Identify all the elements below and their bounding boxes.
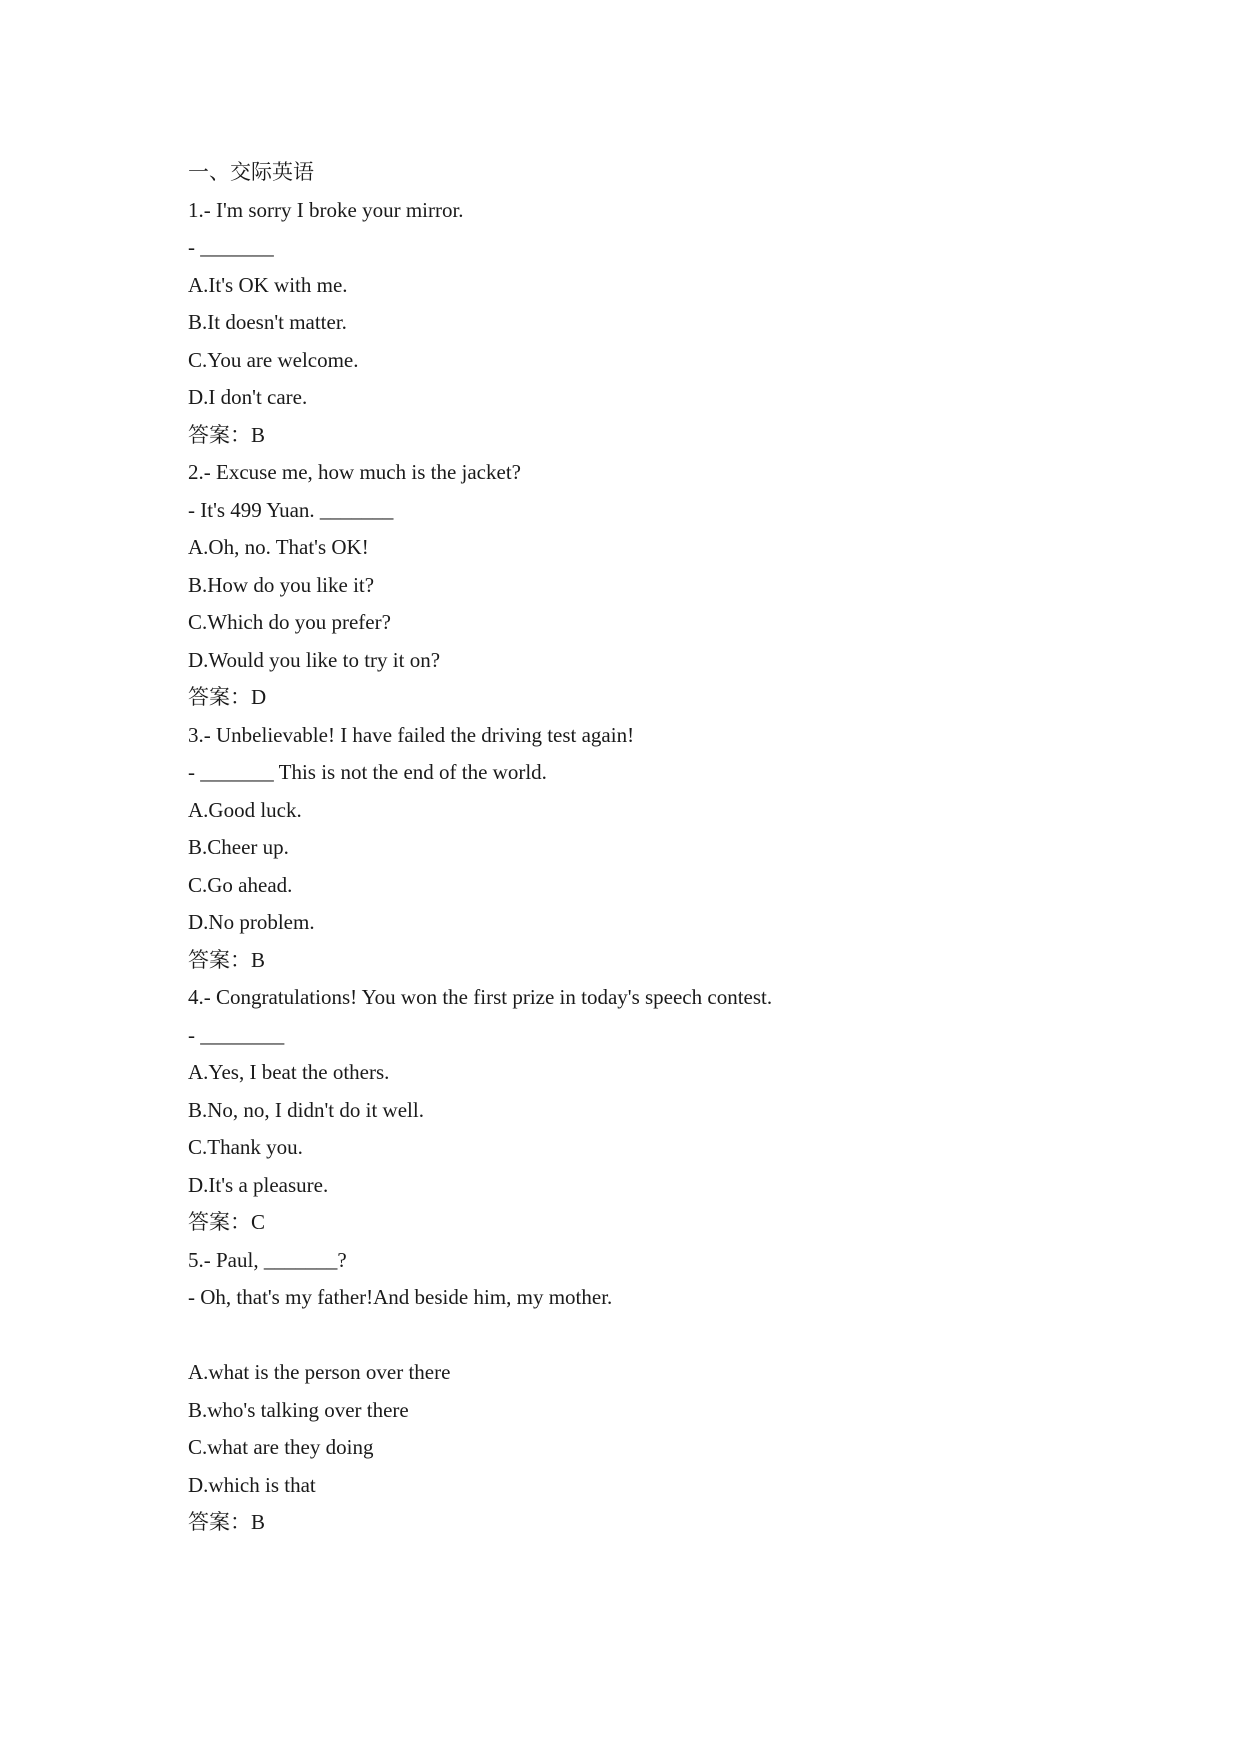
question-stem: 3.- Unbelievable! I have failed the driving test again! (188, 722, 635, 747)
question-stem: 1.- I'm sorry I broke your mirror. (188, 197, 464, 222)
option-d: D.Would you like to try it on? (188, 647, 441, 672)
question-4 (188, 979, 1188, 1242)
option-c: C.You are welcome. (188, 347, 359, 372)
option-c: C.what are they doing (188, 1435, 374, 1459)
option-d: D.It's a pleasure. (188, 1172, 329, 1197)
question-3 (188, 717, 1188, 980)
answer: 答案：D (188, 685, 267, 709)
option-d: D.which is that (188, 1472, 316, 1497)
question-1 (188, 192, 1188, 455)
option-b: B.who's talking over there (188, 1397, 409, 1422)
option-c: C.Which do you prefer? (188, 610, 391, 634)
question-stem: 4.- Congratulations! You won the first prize in today's speech contest. (188, 985, 773, 1009)
question-stem: 5.- Paul, _______? (188, 1247, 347, 1272)
empty-line (188, 1317, 1188, 1355)
option-c: C.Thank you. (188, 1135, 303, 1159)
question-5 (188, 1242, 1188, 1542)
answer: 答案：B (188, 1510, 266, 1534)
option-b: B.It doesn't matter. (188, 310, 347, 334)
question-stem: 2.- Excuse me, how much is the jacket? (188, 460, 521, 484)
answer: 答案：C (188, 1210, 266, 1234)
section-title: 一、交际英语 (188, 160, 314, 184)
option-a: A.Yes, I beat the others. (188, 1060, 390, 1084)
option-b: B.No, no, I didn't do it well. (188, 1097, 424, 1122)
question-reply: - Oh, that's my father!And beside him, my mother. (188, 1285, 613, 1309)
option-a: A.Good luck. (188, 797, 302, 822)
question-2 (188, 454, 1188, 717)
option-b: B.How do you like it? (188, 572, 375, 597)
answer: 答案：B (188, 422, 266, 447)
option-d: D.No problem. (188, 910, 315, 934)
option-d: D.I don't care. (188, 385, 308, 409)
option-b: B.Cheer up. (188, 835, 289, 859)
option-a: A.It's OK with me. (188, 272, 348, 297)
document-content (188, 154, 1188, 1542)
question-reply: - It's 499 Yuan. _______ (188, 497, 394, 522)
option-a: A.what is the person over there (188, 1360, 451, 1384)
option-c: C.Go ahead. (188, 872, 293, 897)
question-reply: - ________ (188, 1022, 285, 1047)
question-reply: - _______ This is not the end of the world. (188, 760, 547, 784)
question-reply: - _______ (188, 235, 274, 259)
answer: 答案：B (188, 947, 266, 972)
option-a: A.Oh, no. That's OK! (188, 535, 369, 559)
